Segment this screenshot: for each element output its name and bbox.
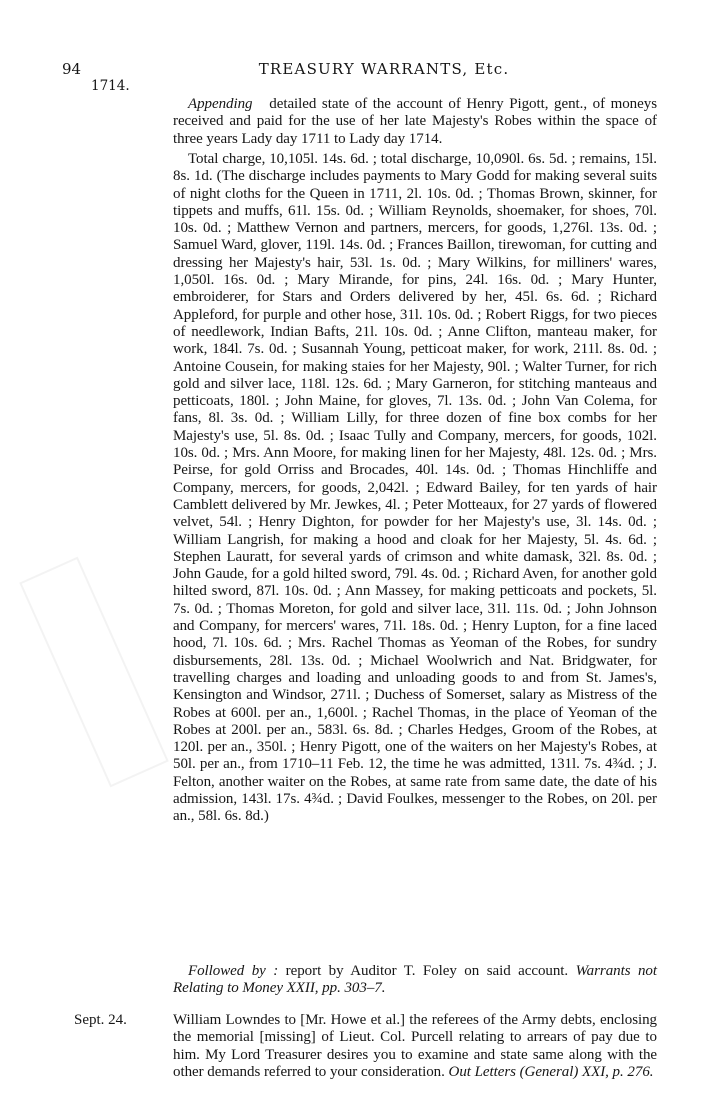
running-title: TREASURY WARRANTS, Etc. <box>258 60 510 78</box>
followed-lead: Followed by : <box>187 963 279 979</box>
followed-by-paragraph <box>173 963 657 998</box>
page-number: 94 <box>62 60 82 78</box>
sept-ref: Out Letters (General) XXI, p. 276. <box>448 1063 654 1080</box>
appending-lead: Appending <box>187 96 253 112</box>
account-text: Total charge, 10,105l. 14s. 6d. ; total discharge, 10,090l. 6s. 5d. ; remains, 15l. 8s. 1d. (The discharge includes payments to Mary Godd for making several suits of night cloths for the Queen in 1711, 2l. 10s. 0d. ; Thomas Brown, skinner, for tippets and muffs, 61l. 15s. 0d. ; William Reynolds, shoemaker, for shoes, 70l. 10s. 0d. ; Matthew Vernon and partners, mercers, for goods, 1,276l. 13s. 0d. ; Samuel Ward, glover, 119l. 14s. 0d. ; Frances Baillon, tirewoman, for cutting and dressing her Majesty's hair, 53l. 1s. 0d. ; Mary Wilkins, for milliners' wares, 1,050l. 16s. 0d. ; Mary Mirande, for pins, 24l. 16s. 0d. ; Mary Hunter, embroiderer, for Stars and Orders delivered by her, 45l. 6s. 6d. ; Richard Appleford, for purple and other hose, 31l. 10s. 0d. ; Robert Riggs, for two pieces of needlework, Indian Bafts, 21l. 10s. 0d. ; Anne Clifton, manteau maker, for work, 184l. 7s. 0d. ; Susannah Young, petticoat maker, for work, 211l. 8s. 0d. ; Antoine Cousein, for making staies for her Majesty, 90l. ; Walter Turner, for rich gold and silver lace, 118l. 12s. 6d. ; Mary Garneron, for stitching manteaus and petticoats, 180l. ; John Maine, for gloves, 7l. 13s. 0d. ; John Van Colema, for fans, 8l. 3s. 0d. ; William Lilly, for three dozen of fine box combs for her Majesty's use, 5l. 8s. 0d. ; Isaac Tully and Company, mercers, for goods, 102l. 10s. 0d. ; Mrs. Ann Moore, for making linen for her Majesty, 48l. 12s. 0d. ; Mrs. Peirse, for gold Orriss and Brocades, 40l. 14s. 0d. ; Thomas Hinchliffe and Company, mercers, for goods, 2,042l. ; Edward Bailey, for ten yards of hair Camblett delivered by Mr. Jewkes, 4l. ; Peter Motteaux, for 27 yards of flowered velvet, 54l. ; Henry Dighton, for powder for her Majesty's use, 3l. 14s. 0d. ; William Langrish, for making a hood and cloak for her Majesty, 5l. 4s. 6d. ; Stephen Lauratt, for several yards of crimson and white damask, 32l. 8s. 0d. ; John Gaude, for a gold hilted sword, 79l. 4s. 0d. ; Richard Aven, for another gold hilted sword, 87l. 10s. 0d. ; Ann Massey, for making petticoats and pockets, 5l. 7s. 0d. ; Thomas Moreton, for gold and silver lace, 31l. 11s. 0d. ; John Johnson and Company, for mercers' wares, 71l. 18s. 0d. ; Henry Lupton, for a fine laced hood, 7l. 10s. 6d. ; Mrs. Rachel Thomas as Yeoman of the Robes, for sundry disbursements, 28l. 13s. 0d. ; Michael Woolwrich and Nat. Bridgwater, for travelling charges and loading and unloading goods to and from St. James's, Kensington and Windsor, 271l. ; Duchess of Somerset, salary as Mistress of the Robes at 600l. per an., 1,600l. ; Rachel Thomas, in the place of Yeoman of the Robes at 200l. per an., 583l. 6s. 8d. ; Charles Hedges, Groom of the Robes, at 120l. per an., 350l. ; Henry Pigott, one of the waiters on her Majesty's Robes, at 50l. per an., from 1710–11 Feb. 12, the time he was admitted, 131l. 7s. 4¾d. ; J. Felton, another waiter on the Robes, at same rate from same date, the date of his admission, 143l. 17s. 4¾d. ; David Foulkes, messenger to the Robes, on 20l. per an., 58l. 6s. 8d.) <box>173 151 657 825</box>
entry-date: Sept. 24. <box>74 1012 127 1028</box>
sept-entry-paragraph <box>173 1012 657 1081</box>
appending-paragraph <box>173 96 657 148</box>
faint-stamp-mark <box>19 557 169 788</box>
appending-text: detailed state of the account of Henry Pigott, gent., of moneys received and paid for the use of her late Majesty's Robes within the space of three years Lady day 1711 to Lady day 1714. <box>173 96 657 147</box>
page-year: 1714. <box>91 78 130 94</box>
account-paragraph <box>173 151 657 826</box>
followed-ref: Warrants not Relating to Money XXII, pp. 303–7. <box>173 963 658 997</box>
followed-text: report by Auditor T. Foley on said account. <box>285 963 569 979</box>
sept-text: William Lowndes to [Mr. Howe et al.] the referees of the Army debts, enclosing the memorial [missing] of Lieut. Col. Purcell relating to arrears of pay due to him. My Lord Treasurer desires you to examine and state same along with the other demands referred to your consideration. <box>173 1012 657 1080</box>
